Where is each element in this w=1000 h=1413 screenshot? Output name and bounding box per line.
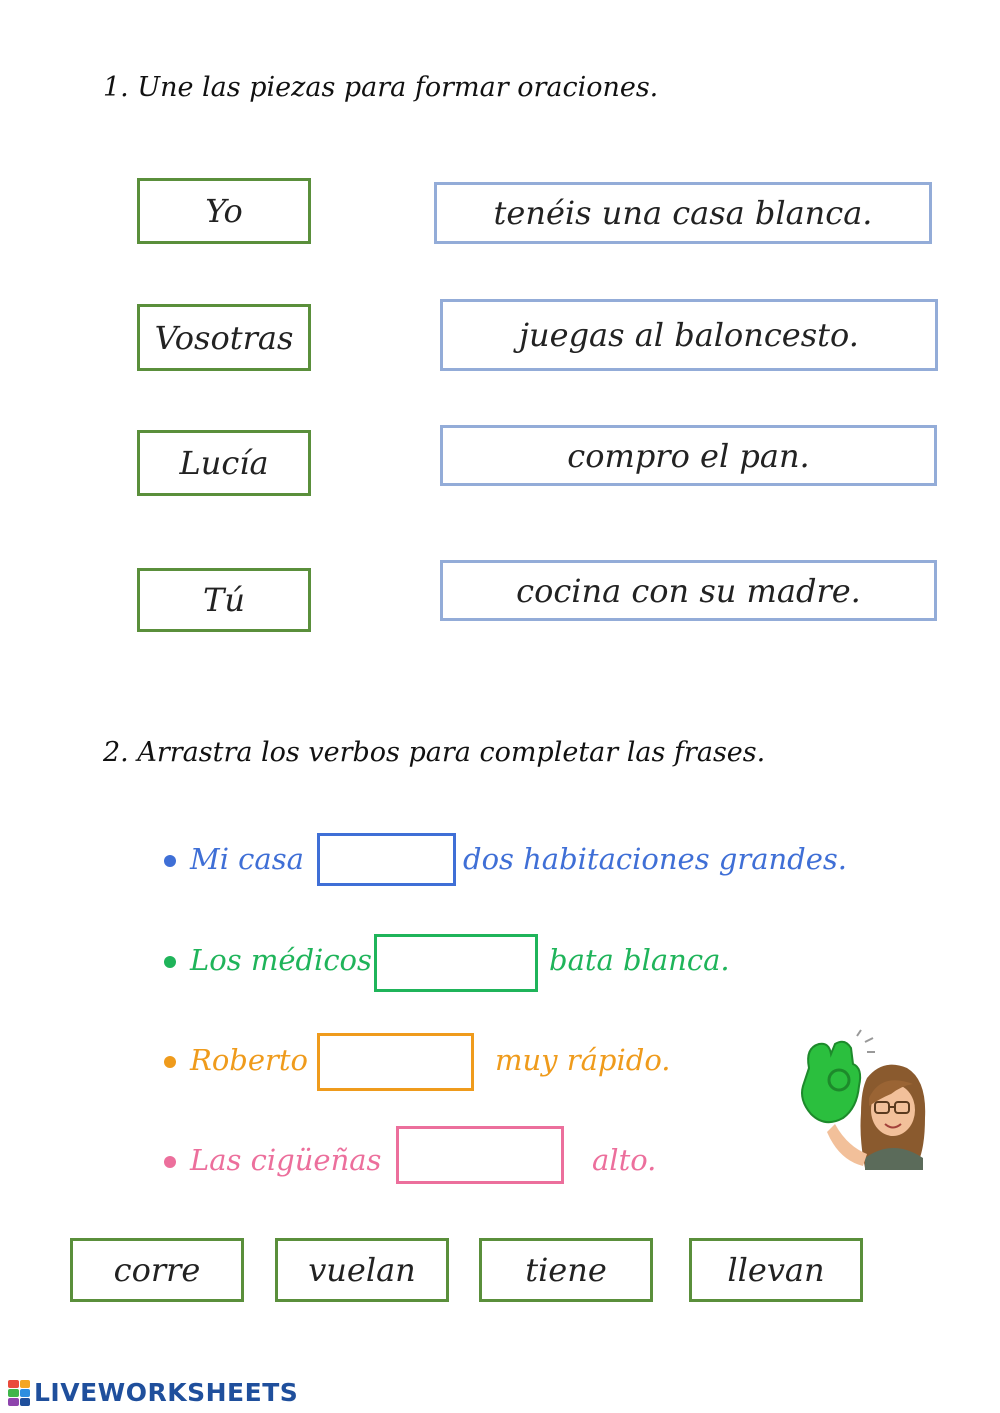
sentence-4-end: alto.: [592, 1143, 657, 1177]
teacher-avatar-icon: [795, 1028, 935, 1170]
subject-box-tu[interactable]: Tú: [137, 568, 311, 632]
bullet-dot: [164, 1156, 176, 1168]
sentence-1-start: Mi casa: [190, 842, 304, 876]
section2-heading: 2. Arrastra los verbos para completar las frases.: [103, 737, 766, 768]
bullet-dot: [164, 1056, 176, 1068]
sentence-4-start: Las cigüeñas: [190, 1143, 382, 1177]
predicate-box-4[interactable]: cocina con su madre.: [440, 560, 937, 621]
predicate-box-1[interactable]: tenéis una casa blanca.: [434, 182, 932, 244]
verb-tile-llevan[interactable]: llevan: [689, 1238, 863, 1302]
answer-slot-1[interactable]: [317, 833, 456, 886]
bullet-dot: [164, 956, 176, 968]
subject-box-yo[interactable]: Yo: [137, 178, 311, 244]
sentence-1-end: dos habitaciones grandes.: [463, 842, 848, 876]
answer-slot-4[interactable]: [396, 1126, 564, 1184]
answer-slot-3[interactable]: [317, 1033, 474, 1091]
verb-tile-vuelan[interactable]: vuelan: [275, 1238, 449, 1302]
predicate-box-3[interactable]: compro el pan.: [440, 425, 937, 486]
verb-tile-corre[interactable]: corre: [70, 1238, 244, 1302]
sentence-3-end: muy rápido.: [495, 1043, 671, 1077]
predicate-box-2[interactable]: juegas al baloncesto.: [440, 299, 938, 371]
logo-text: LIVEWORKSHEETS: [34, 1378, 299, 1407]
sentence-2-end: bata blanca.: [549, 943, 730, 977]
section1-heading: 1. Une las piezas para formar oraciones.: [103, 72, 659, 103]
subject-box-vosotras[interactable]: Vosotras: [137, 304, 311, 371]
liveworksheets-logo-icon: [8, 1380, 30, 1406]
sentence-3-start: Roberto: [190, 1043, 308, 1077]
verb-tile-tiene[interactable]: tiene: [479, 1238, 653, 1302]
liveworksheets-logo: [8, 1378, 298, 1407]
subject-box-lucia[interactable]: Lucía: [137, 430, 311, 496]
sentence-2-start: Los médicos: [190, 943, 372, 977]
bullet-dot: [164, 855, 176, 867]
answer-slot-2[interactable]: [374, 934, 538, 992]
